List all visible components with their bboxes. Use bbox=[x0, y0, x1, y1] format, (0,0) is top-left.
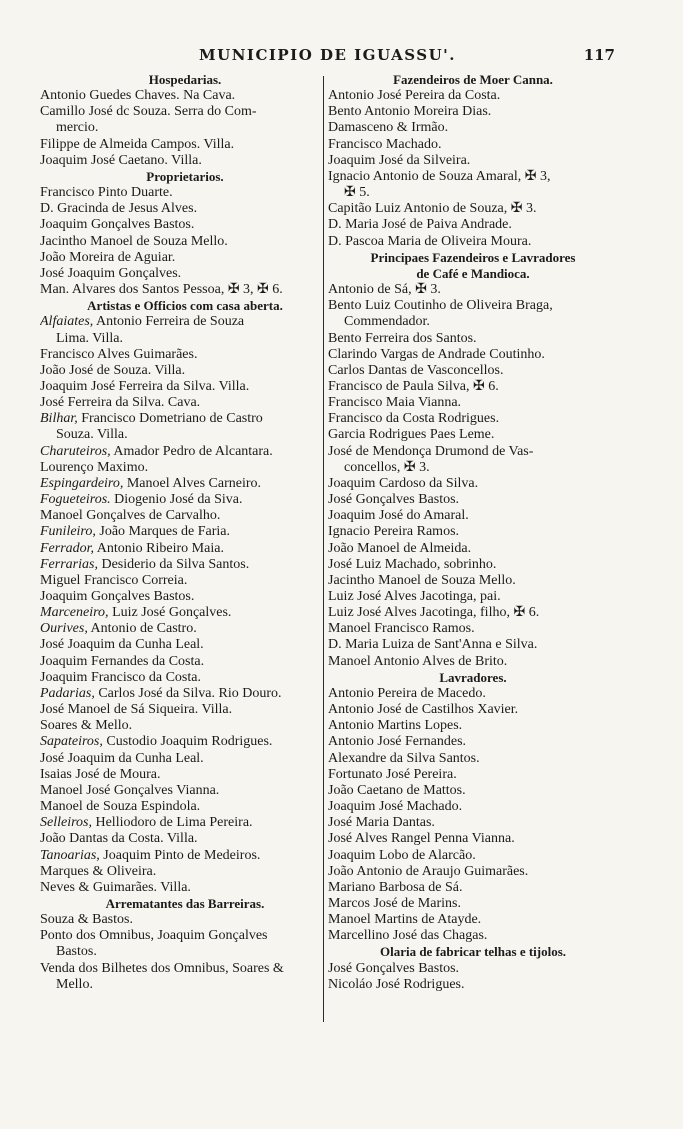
entry-text: Custodio Joaquim Rodrigues. bbox=[102, 734, 273, 750]
directory-entry: Bento Luiz Coutinho de Oliveira Braga, bbox=[328, 298, 553, 314]
trade-label: Fogueteiros. bbox=[40, 492, 111, 508]
directory-entry: Alexandre da Silva Santos. bbox=[328, 750, 480, 766]
directory-entry: D. Gracinda de Jesus Alves. bbox=[40, 201, 198, 217]
left-column bbox=[40, 72, 330, 993]
entry-text: Antonio Ribeiro Maia. bbox=[94, 540, 224, 556]
directory-entry: Manoel Antonio Alves de Brito. bbox=[328, 653, 508, 669]
directory-entry: Manoel Francisco Ramos. bbox=[328, 621, 475, 637]
entry-text: Antonio de Castro. bbox=[87, 621, 197, 637]
directory-entry: Ignacio Antonio de Souza Amaral, ✠ 3, bbox=[328, 168, 551, 184]
entry-text: Manoel Alves Carneiro. bbox=[123, 475, 261, 491]
directory-entry bbox=[40, 476, 330, 492]
directory-entry: José Gonçalves Bastos. bbox=[328, 960, 460, 976]
trade-label: Padarias, bbox=[40, 685, 95, 701]
directory-entry: Mariano Barbosa de Sá. bbox=[328, 879, 463, 895]
directory-entry: D. Maria José de Paiva Andrade. bbox=[328, 217, 512, 233]
directory-entry: Marcellino José das Chagas. bbox=[328, 928, 488, 944]
directory-entry: Joaquim Lobo de Alarcão. bbox=[328, 847, 476, 863]
entry-text: Luiz José Gonçalves. bbox=[108, 605, 232, 621]
entry-text: Joaquim Pinto de Medeiros. bbox=[99, 847, 261, 863]
directory-entry bbox=[40, 686, 330, 702]
entry-continuation: ✠ 5. bbox=[344, 185, 370, 201]
directory-entry: João José de Souza. Villa. bbox=[40, 362, 186, 378]
section-heading: Hospedarias. bbox=[148, 72, 222, 87]
entry-text: Carlos José da Silva. Rio Douro. bbox=[94, 685, 282, 701]
directory-entry: José Gonçalves Bastos. bbox=[328, 492, 460, 508]
directory-entry bbox=[40, 734, 330, 750]
directory-entry: Francisco de Paula Silva, ✠ 6. bbox=[328, 378, 499, 394]
directory-entry: Luiz José Alves Jacotinga, filho, ✠ 6. bbox=[328, 605, 540, 621]
directory-entry: Joaquim Cardoso da Silva. bbox=[328, 475, 479, 491]
directory-entry: Antonio José Pereira da Costa. bbox=[328, 88, 501, 104]
trade-label: Ferrarias, bbox=[40, 556, 98, 572]
entry-text: Amador Pedro de Alcantara. bbox=[110, 443, 273, 459]
column-divider bbox=[323, 76, 324, 1022]
directory-entry bbox=[40, 815, 330, 831]
directory-entry: Man. Alvares dos Santos Pessoa, ✠ 3, ✠ 6. bbox=[40, 282, 283, 298]
entry-continuation: Commendador. bbox=[344, 314, 430, 330]
directory-entry bbox=[40, 605, 330, 621]
directory-entry bbox=[40, 541, 330, 557]
directory-entry bbox=[40, 557, 330, 573]
entry-text: Antonio Ferreira de Souza bbox=[93, 314, 245, 330]
directory-entry: José Joaquim Gonçalves. bbox=[40, 265, 182, 281]
directory-entry: Francisco Machado. bbox=[328, 136, 442, 152]
section-heading: Principaes Fazendeiros e Lavradores bbox=[370, 249, 576, 265]
right-column bbox=[328, 72, 618, 993]
directory-entry: Ponto dos Omnibus, Joaquim Gonçalves bbox=[40, 928, 268, 944]
directory-entry bbox=[40, 444, 330, 460]
entry-continuation: Bastos. bbox=[56, 944, 97, 960]
directory-entry: Isaias José de Moura. bbox=[40, 766, 161, 782]
entry-continuation: concellos, ✠ 3. bbox=[344, 459, 430, 475]
trade-label: Selleiros, bbox=[40, 815, 92, 831]
directory-entry bbox=[40, 848, 330, 864]
directory-entry bbox=[40, 492, 330, 508]
directory-entry: João Moreira de Aguiar. bbox=[40, 249, 176, 265]
entry-continuation: Lima. Villa. bbox=[56, 330, 123, 346]
section-heading: Fazendeiros de Moer Canna. bbox=[393, 72, 553, 87]
directory-entry: João Caetano de Mattos. bbox=[328, 782, 466, 798]
trade-label: Bilhar, bbox=[40, 411, 78, 427]
directory-entry: João Antonio de Araujo Guimarães. bbox=[328, 863, 529, 879]
directory-entry: João Dantas da Costa. Villa. bbox=[40, 831, 198, 847]
directory-entry: Antonio José Fernandes. bbox=[328, 734, 467, 750]
directory-entry bbox=[40, 621, 330, 637]
directory-entry: Joaquim José da Silveira. bbox=[328, 152, 471, 168]
directory-entry: Fortunato José Pereira. bbox=[328, 766, 457, 782]
directory-entry: Lourenço Maximo. bbox=[40, 459, 149, 475]
directory-entry: Bento Antonio Moreira Dias. bbox=[328, 104, 492, 120]
trade-label: Ourives, bbox=[40, 621, 88, 637]
directory-entry: Manoel José Gonçalves Vianna. bbox=[40, 782, 220, 798]
directory-entry: Jacintho Manoel de Souza Mello. bbox=[40, 233, 228, 249]
directory-entry: Venda dos Bilhetes dos Omnibus, Soares & bbox=[40, 960, 284, 976]
entry-text: Desiderio da Silva Santos. bbox=[97, 556, 250, 572]
directory-entry: Manoel Martins de Atayde. bbox=[328, 912, 482, 928]
directory-entry: Capitão Luiz Antonio de Souza, ✠ 3. bbox=[328, 201, 537, 217]
entry-text: João Marques de Faria. bbox=[95, 524, 231, 540]
directory-entry: D. Maria Luiza de Sant'Anna e Silva. bbox=[328, 637, 538, 653]
directory-entry: Joaquim José Machado. bbox=[328, 799, 463, 815]
trade-label: Funileiro, bbox=[40, 524, 96, 540]
directory-entry: Garcia Rodrigues Paes Leme. bbox=[328, 427, 495, 443]
directory-entry bbox=[40, 524, 330, 540]
directory-entry: Manoel Gonçalves de Carvalho. bbox=[40, 508, 221, 524]
directory-entry: Miguel Francisco Correia. bbox=[40, 572, 188, 588]
section-heading: Artistas e Officios com casa aberta. bbox=[87, 298, 283, 314]
directory-entry: Marques & Oliveira. bbox=[40, 863, 157, 879]
directory-entry: Joaquim José Caetano. Villa. bbox=[40, 152, 202, 168]
directory-entry: Joaquim José do Amaral. bbox=[328, 508, 469, 524]
directory-entry: Joaquim Fernandes da Costa. bbox=[40, 653, 205, 669]
trade-label: Ferrador, bbox=[40, 540, 95, 556]
directory-entry: Ignacio Pereira Ramos. bbox=[328, 524, 460, 540]
directory-entry: Joaquim Gonçalves Bastos. bbox=[40, 589, 195, 604]
section-heading: Proprietarios. bbox=[146, 168, 224, 184]
entry-text: Diogenio José da Siva. bbox=[110, 492, 243, 508]
directory-entry: Manoel de Souza Espindola. bbox=[40, 799, 201, 815]
directory-entry bbox=[40, 314, 330, 330]
directory-entry: Souza & Bastos. bbox=[40, 912, 133, 928]
trade-label: Alfaiates, bbox=[40, 314, 94, 330]
directory-entry: Antonio José de Castilhos Xavier. bbox=[328, 702, 519, 718]
page-title: MUNICIPIO DE IGUASSU'. bbox=[199, 46, 456, 64]
directory-entry: Bento Ferreira dos Santos. bbox=[328, 330, 477, 346]
directory-entry: Francisco Maia Vianna. bbox=[328, 395, 462, 411]
directory-entry: Nicoláo José Rodrigues. bbox=[328, 976, 465, 992]
entry-continuation: Mello. bbox=[56, 976, 93, 992]
directory-entry: José Maria Dantas. bbox=[328, 815, 435, 831]
page-number: 117 bbox=[583, 46, 615, 64]
section-heading: Arrematantes das Barreiras. bbox=[105, 895, 265, 911]
directory-entry: Antonio Pereira de Macedo. bbox=[328, 685, 486, 701]
section-heading: de Café e Mandioca. bbox=[416, 265, 530, 281]
directory-entry: Camillo José dc Souza. Serra do Com- bbox=[40, 104, 257, 120]
directory-entry: João Manoel de Almeida. bbox=[328, 540, 472, 556]
directory-entry: Francisco Alves Guimarães. bbox=[40, 346, 198, 362]
directory-entry: José Manoel de Sá Siqueira. Villa. bbox=[40, 702, 233, 718]
entry-text: Francisco Dometriano de Castro bbox=[77, 411, 263, 427]
directory-entry: Carlos Dantas de Vasconcellos. bbox=[328, 362, 504, 378]
directory-entry: Antonio de Sá, ✠ 3. bbox=[328, 282, 441, 298]
directory-entry: Antonio Guedes Chaves. Na Cava. bbox=[40, 88, 236, 104]
directory-entry: D. Pascoa Maria de Oliveira Moura. bbox=[328, 233, 532, 249]
page-header bbox=[40, 46, 615, 70]
directory-entry: Joaquim José Ferreira da Silva. Villa. bbox=[40, 378, 250, 394]
directory-entry: Joaquim Francisco da Costa. bbox=[40, 669, 201, 685]
directory-entry: Antonio Martins Lopes. bbox=[328, 718, 463, 734]
directory-entry: Francisco Pinto Duarte. bbox=[40, 185, 173, 201]
directory-entry: José Joaquim da Cunha Leal. bbox=[40, 750, 204, 766]
directory-entry: José Joaquim da Cunha Leal. bbox=[40, 637, 204, 653]
directory-entry: José de Mendonça Drumond de Vas- bbox=[328, 443, 534, 459]
directory-entry bbox=[40, 411, 330, 427]
directory-entry: José Alves Rangel Penna Vianna. bbox=[328, 831, 515, 847]
directory-entry: Joaquim Gonçalves Bastos. bbox=[40, 217, 195, 233]
directory-entry: Clarindo Vargas de Andrade Coutinho. bbox=[328, 346, 545, 362]
trade-label: Marceneiro, bbox=[40, 605, 109, 621]
trade-label: Espingardeiro, bbox=[40, 475, 124, 491]
directory-entry: Luiz José Alves Jacotinga, pai. bbox=[328, 589, 501, 604]
directory-entry: José Ferreira da Silva. Cava. bbox=[40, 395, 201, 411]
directory-entry: Francisco da Costa Rodrigues. bbox=[328, 411, 500, 427]
trade-label: Sapateiros, bbox=[40, 734, 103, 750]
trade-label: Tanoarias, bbox=[40, 847, 100, 863]
entry-text: Helliodoro de Lima Pereira. bbox=[91, 815, 253, 831]
entry-continuation: mercio. bbox=[56, 120, 99, 136]
directory-entry: Soares & Mello. bbox=[40, 718, 133, 734]
trade-label: Charuteiros, bbox=[40, 443, 111, 459]
directory-entry: Damasceno & Irmão. bbox=[328, 120, 449, 136]
entry-continuation: Souza. Villa. bbox=[56, 427, 128, 443]
section-heading: Olaria de fabricar telhas e tijolos. bbox=[379, 944, 567, 960]
directory-entry: Jacintho Manoel de Souza Mello. bbox=[328, 572, 516, 588]
directory-entry: Filippe de Almeida Campos. Villa. bbox=[40, 136, 235, 152]
directory-entry: Neves & Guimarães. Villa. bbox=[40, 879, 191, 895]
section-heading: Lavradores. bbox=[439, 669, 507, 685]
directory-entry: Marcos José de Marins. bbox=[328, 895, 461, 911]
directory-entry: José Luiz Machado, sobrinho. bbox=[328, 556, 497, 572]
